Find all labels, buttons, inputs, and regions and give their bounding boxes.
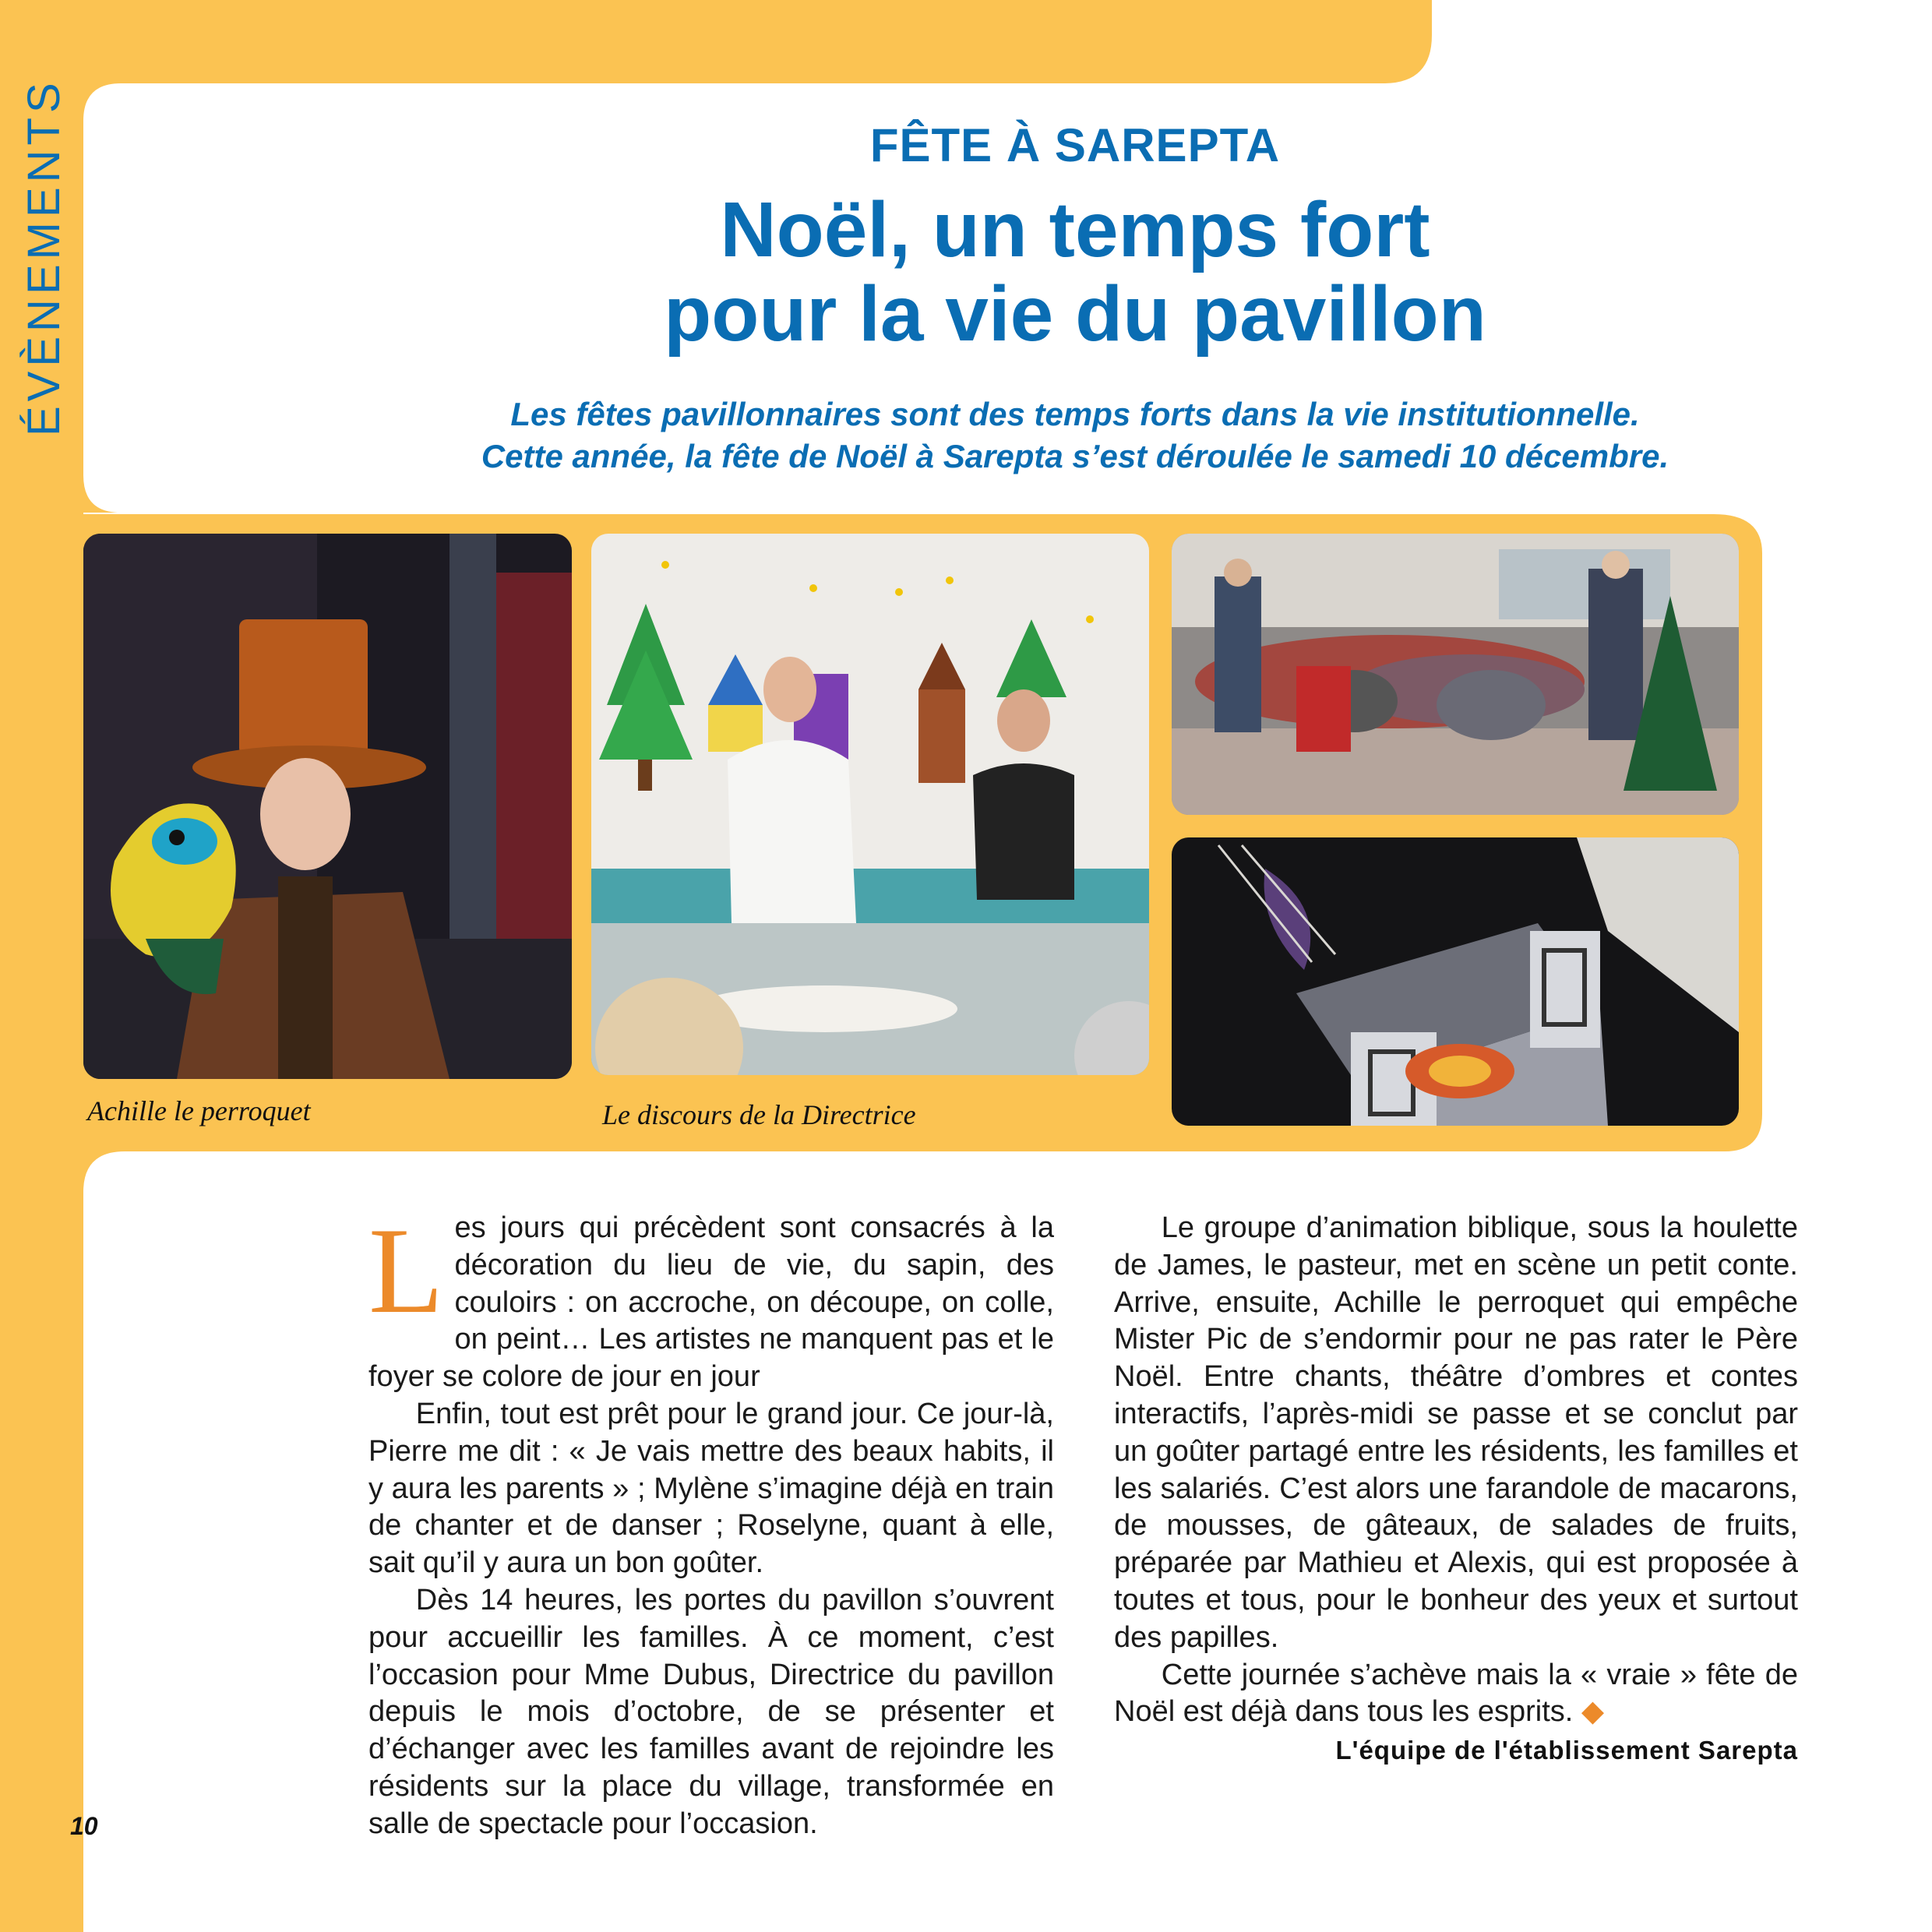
article-paragraph-5-text: Cette journée s’achève mais la « vraie » fête de Noël est déjà dans tous les esprits. — [1114, 1658, 1798, 1729]
photo-magician-parrot — [83, 534, 572, 1079]
article-title-line-2: pour la vie du pavillon — [664, 270, 1486, 358]
article-kicker: FÊTE À SAREPTA — [869, 119, 1281, 171]
article-column-right — [1114, 1210, 1798, 1731]
end-mark-icon: ◆ — [1581, 1695, 1605, 1729]
article-paragraph-1-text: es jours qui précèdent sont consacrés à la décoration du lieu de vie, du sapin, des couloirs : on accroche, on découpe, on colle, on peint… Les artistes ne manquent pas et le foyer se colore de jour en jour — [368, 1211, 1054, 1394]
article-column-left — [368, 1203, 1054, 1843]
caption-photo-2: Le discours de la Directrice — [602, 1099, 916, 1130]
article-signature: L'équipe de l'établissement Sarepta — [1335, 1736, 1798, 1765]
article-title-line-1: Noël, un temps fort — [720, 186, 1430, 273]
article-paragraph-1 — [368, 1203, 1054, 1396]
article-paragraph-2: Enfin, tout est prêt pour le grand jour. Ce jour-là, Pierre me dit : « Je vais mettre des beaux habits, il y aura les parents » ; Mylène s’imagine déjà en train de chanter et de danser ; Roselyne, quant à elle, sait qu’il y aura un bon goûter. — [368, 1397, 1054, 1580]
photo-party-crowd — [1172, 534, 1739, 815]
section-label-text: ÉVÈNEMENTS — [19, 78, 69, 436]
section-label — [17, 78, 72, 436]
photo-fireplace-decoration — [1172, 837, 1739, 1126]
article-lead-line-1: Les fêtes pavillonnaires sont des temps forts dans la vie institutionnelle. — [510, 396, 1640, 432]
photo-director-speech — [591, 534, 1149, 1075]
drop-cap: L — [368, 1203, 444, 1339]
article-paragraph-3: Dès 14 heures, les portes du pavillon s’ouvrent pour accueillir les familles. À ce moment, c’est l’occasion pour Mme Dubus, Directrice du pavillon depuis le mois d’octobre, de se présenter et d’échanger avec les familles avant de rejoindre les résidents sur la place du village, transformée en salle de spectacle pour l’occasion. — [368, 1583, 1054, 1840]
caption-photo-1: Achille le perroquet — [87, 1095, 311, 1126]
article-paragraph-5 — [1114, 1657, 1798, 1732]
page-number: 10 — [70, 1812, 98, 1840]
article-lead-line-2: Cette année, la fête de Noël à Sarepta s’est déroulée le samedi 10 décembre. — [481, 438, 1669, 474]
article-paragraph-4: Le groupe d’animation biblique, sous la houlette de James, le pasteur, met en scène un petit conte. Arrive, ensuite, Achille le perroquet qui empêche Mister Pic de s’endormir pour ne pas rater le Père Noël. Entre chants, théâtre d’ombres et contes interactifs, l’après-midi se passe et se conclut par un goûter partagé entre les résidents, les familles et les salariés. C’est alors une farandole de macarons, de mousses, de gâteaux, de salades de fruits, préparée par Mathieu et Alexis, qui est proposée à toutes et tous, pour le bonheur des yeux et surtout des papilles. — [1114, 1211, 1798, 1654]
